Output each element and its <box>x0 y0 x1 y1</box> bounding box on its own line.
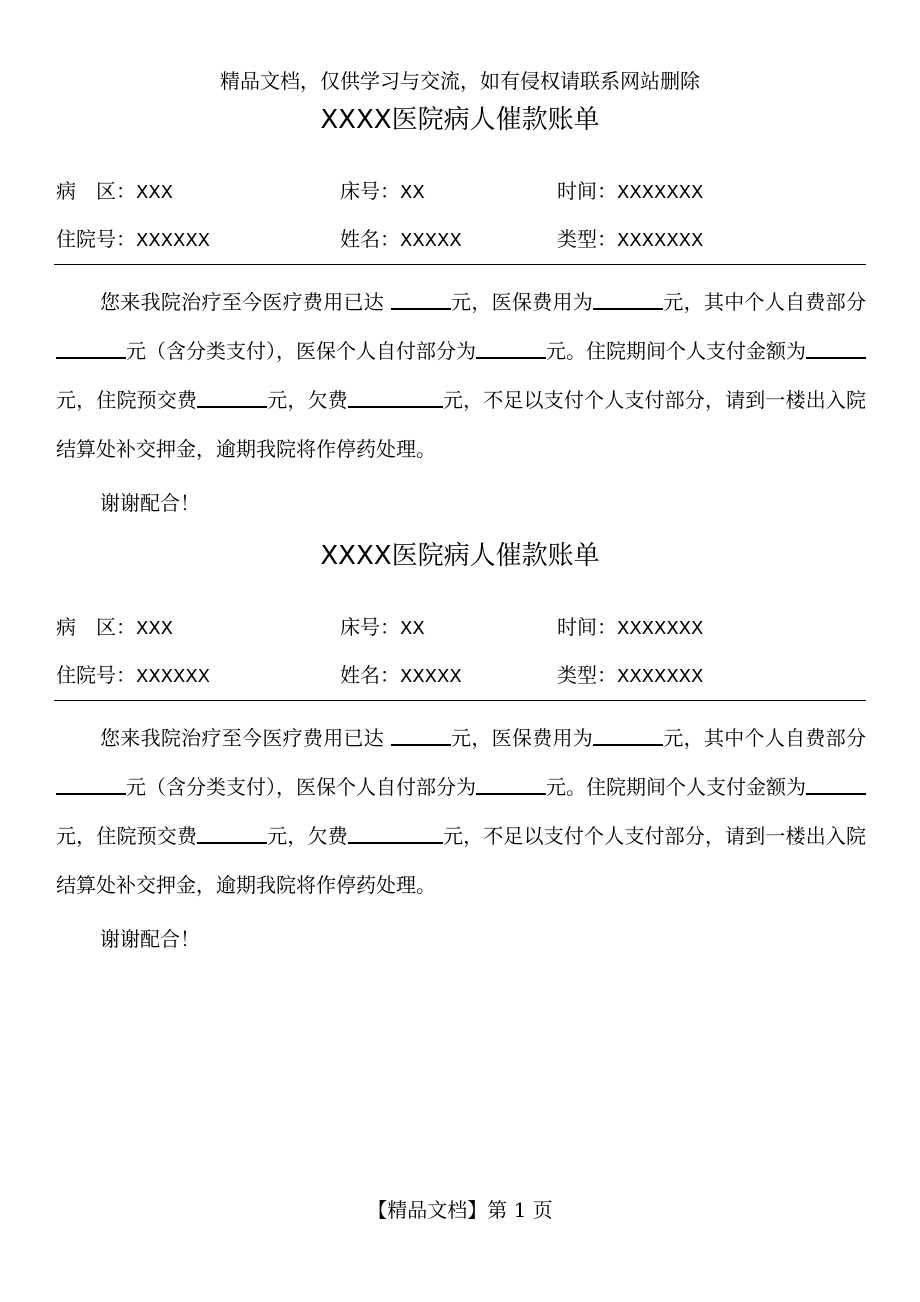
ward-label: 病 区： <box>56 615 136 639</box>
blank-insurance-cost <box>593 286 663 310</box>
bed-label: 床号： <box>340 179 400 203</box>
time-value: XXXXXXX <box>617 618 704 639</box>
blank-personal-payment <box>806 335 866 359</box>
blank-total-cost <box>391 286 451 310</box>
name-label: 姓名： <box>340 663 400 687</box>
divider <box>54 700 866 701</box>
body-text: 元。住院期间个人支付金额为 <box>546 775 806 799</box>
ward-value: XXX <box>136 182 173 203</box>
name-value: XXXXX <box>400 666 462 687</box>
type-label: 类型： <box>557 227 617 251</box>
thanks-text: 谢谢配合！ <box>100 927 200 951</box>
blank-insurance-self-pay <box>476 771 546 795</box>
admission-value: XXXXXX <box>136 666 210 687</box>
blank-arrears <box>348 820 443 844</box>
blank-arrears <box>348 384 443 408</box>
blank-personal-payment <box>806 771 866 795</box>
body-text: 元，不足以支付个人支付部分，请到一楼出入院结算处补交押金，逾期我院将作停药处理。 <box>56 824 867 897</box>
ward-field <box>56 612 173 644</box>
bill-title: XXXX医院病人催款账单 <box>320 541 600 571</box>
info-row <box>0 612 920 642</box>
admission-field <box>56 660 210 692</box>
body-text: 元，住院预交费 <box>56 824 198 848</box>
admission-value: XXXXXX <box>136 230 210 251</box>
ward-label: 病 区： <box>56 179 136 203</box>
bill-body <box>56 278 866 474</box>
body-text: 元，医保费用为 <box>450 290 594 314</box>
bed-label: 床号： <box>340 615 400 639</box>
info-row <box>0 224 920 254</box>
body-text: 元，住院预交费 <box>56 388 198 412</box>
info-row <box>0 660 920 690</box>
bill-body <box>56 714 866 910</box>
ward-value: XXX <box>136 618 173 639</box>
type-label: 类型： <box>557 663 617 687</box>
body-text: 元，其中个人自费部分 <box>663 290 867 314</box>
body-text: 元，不足以支付个人支付部分，请到一楼出入院结算处补交押金，逾期我院将作停药处理。 <box>56 388 867 461</box>
type-field <box>557 660 703 692</box>
name-field <box>340 224 462 256</box>
name-value: XXXXX <box>400 230 462 251</box>
time-label: 时间： <box>557 615 617 639</box>
footer-note: 【精品文档】第 1 页 <box>367 1198 553 1222</box>
admission-field <box>56 224 210 256</box>
name-label: 姓名： <box>340 227 400 251</box>
admission-label: 住院号： <box>56 663 136 687</box>
bed-field <box>340 612 425 644</box>
body-text: 元，医保费用为 <box>450 726 594 750</box>
body-text: 您来我院治疗至今医疗费用已达 <box>100 290 391 314</box>
divider <box>54 264 866 265</box>
info-row <box>0 176 920 206</box>
type-field <box>557 224 703 256</box>
blank-insurance-self-pay <box>476 335 546 359</box>
blank-self-pay <box>56 771 126 795</box>
body-text: 元，其中个人自费部分 <box>663 726 867 750</box>
blank-insurance-cost <box>593 722 663 746</box>
time-field <box>557 612 703 644</box>
name-field <box>340 660 462 692</box>
blank-prepayment <box>197 384 267 408</box>
time-field <box>557 176 703 208</box>
bed-value: XX <box>400 618 425 639</box>
type-value: XXXXXXX <box>617 230 704 251</box>
blank-self-pay <box>56 335 126 359</box>
thanks-text: 谢谢配合！ <box>100 491 200 515</box>
header-note: 精品文档，仅供学习与交流，如有侵权请联系网站删除 <box>220 69 700 93</box>
bed-field <box>340 176 425 208</box>
bed-value: XX <box>400 182 425 203</box>
body-text: 您来我院治疗至今医疗费用已达 <box>100 726 391 750</box>
blank-prepayment <box>197 820 267 844</box>
time-label: 时间： <box>557 179 617 203</box>
blank-total-cost <box>391 722 451 746</box>
body-text: 元（含分类支付），医保个人自付部分为 <box>126 775 476 799</box>
type-value: XXXXXXX <box>617 666 704 687</box>
time-value: XXXXXXX <box>617 182 704 203</box>
body-text: 元，欠费 <box>267 824 348 848</box>
body-text: 元（含分类支付），医保个人自付部分为 <box>126 339 476 363</box>
body-text: 元。住院期间个人支付金额为 <box>546 339 806 363</box>
ward-field <box>56 176 173 208</box>
admission-label: 住院号： <box>56 227 136 251</box>
bill-title: XXXX医院病人催款账单 <box>320 105 600 135</box>
body-text: 元，欠费 <box>267 388 348 412</box>
